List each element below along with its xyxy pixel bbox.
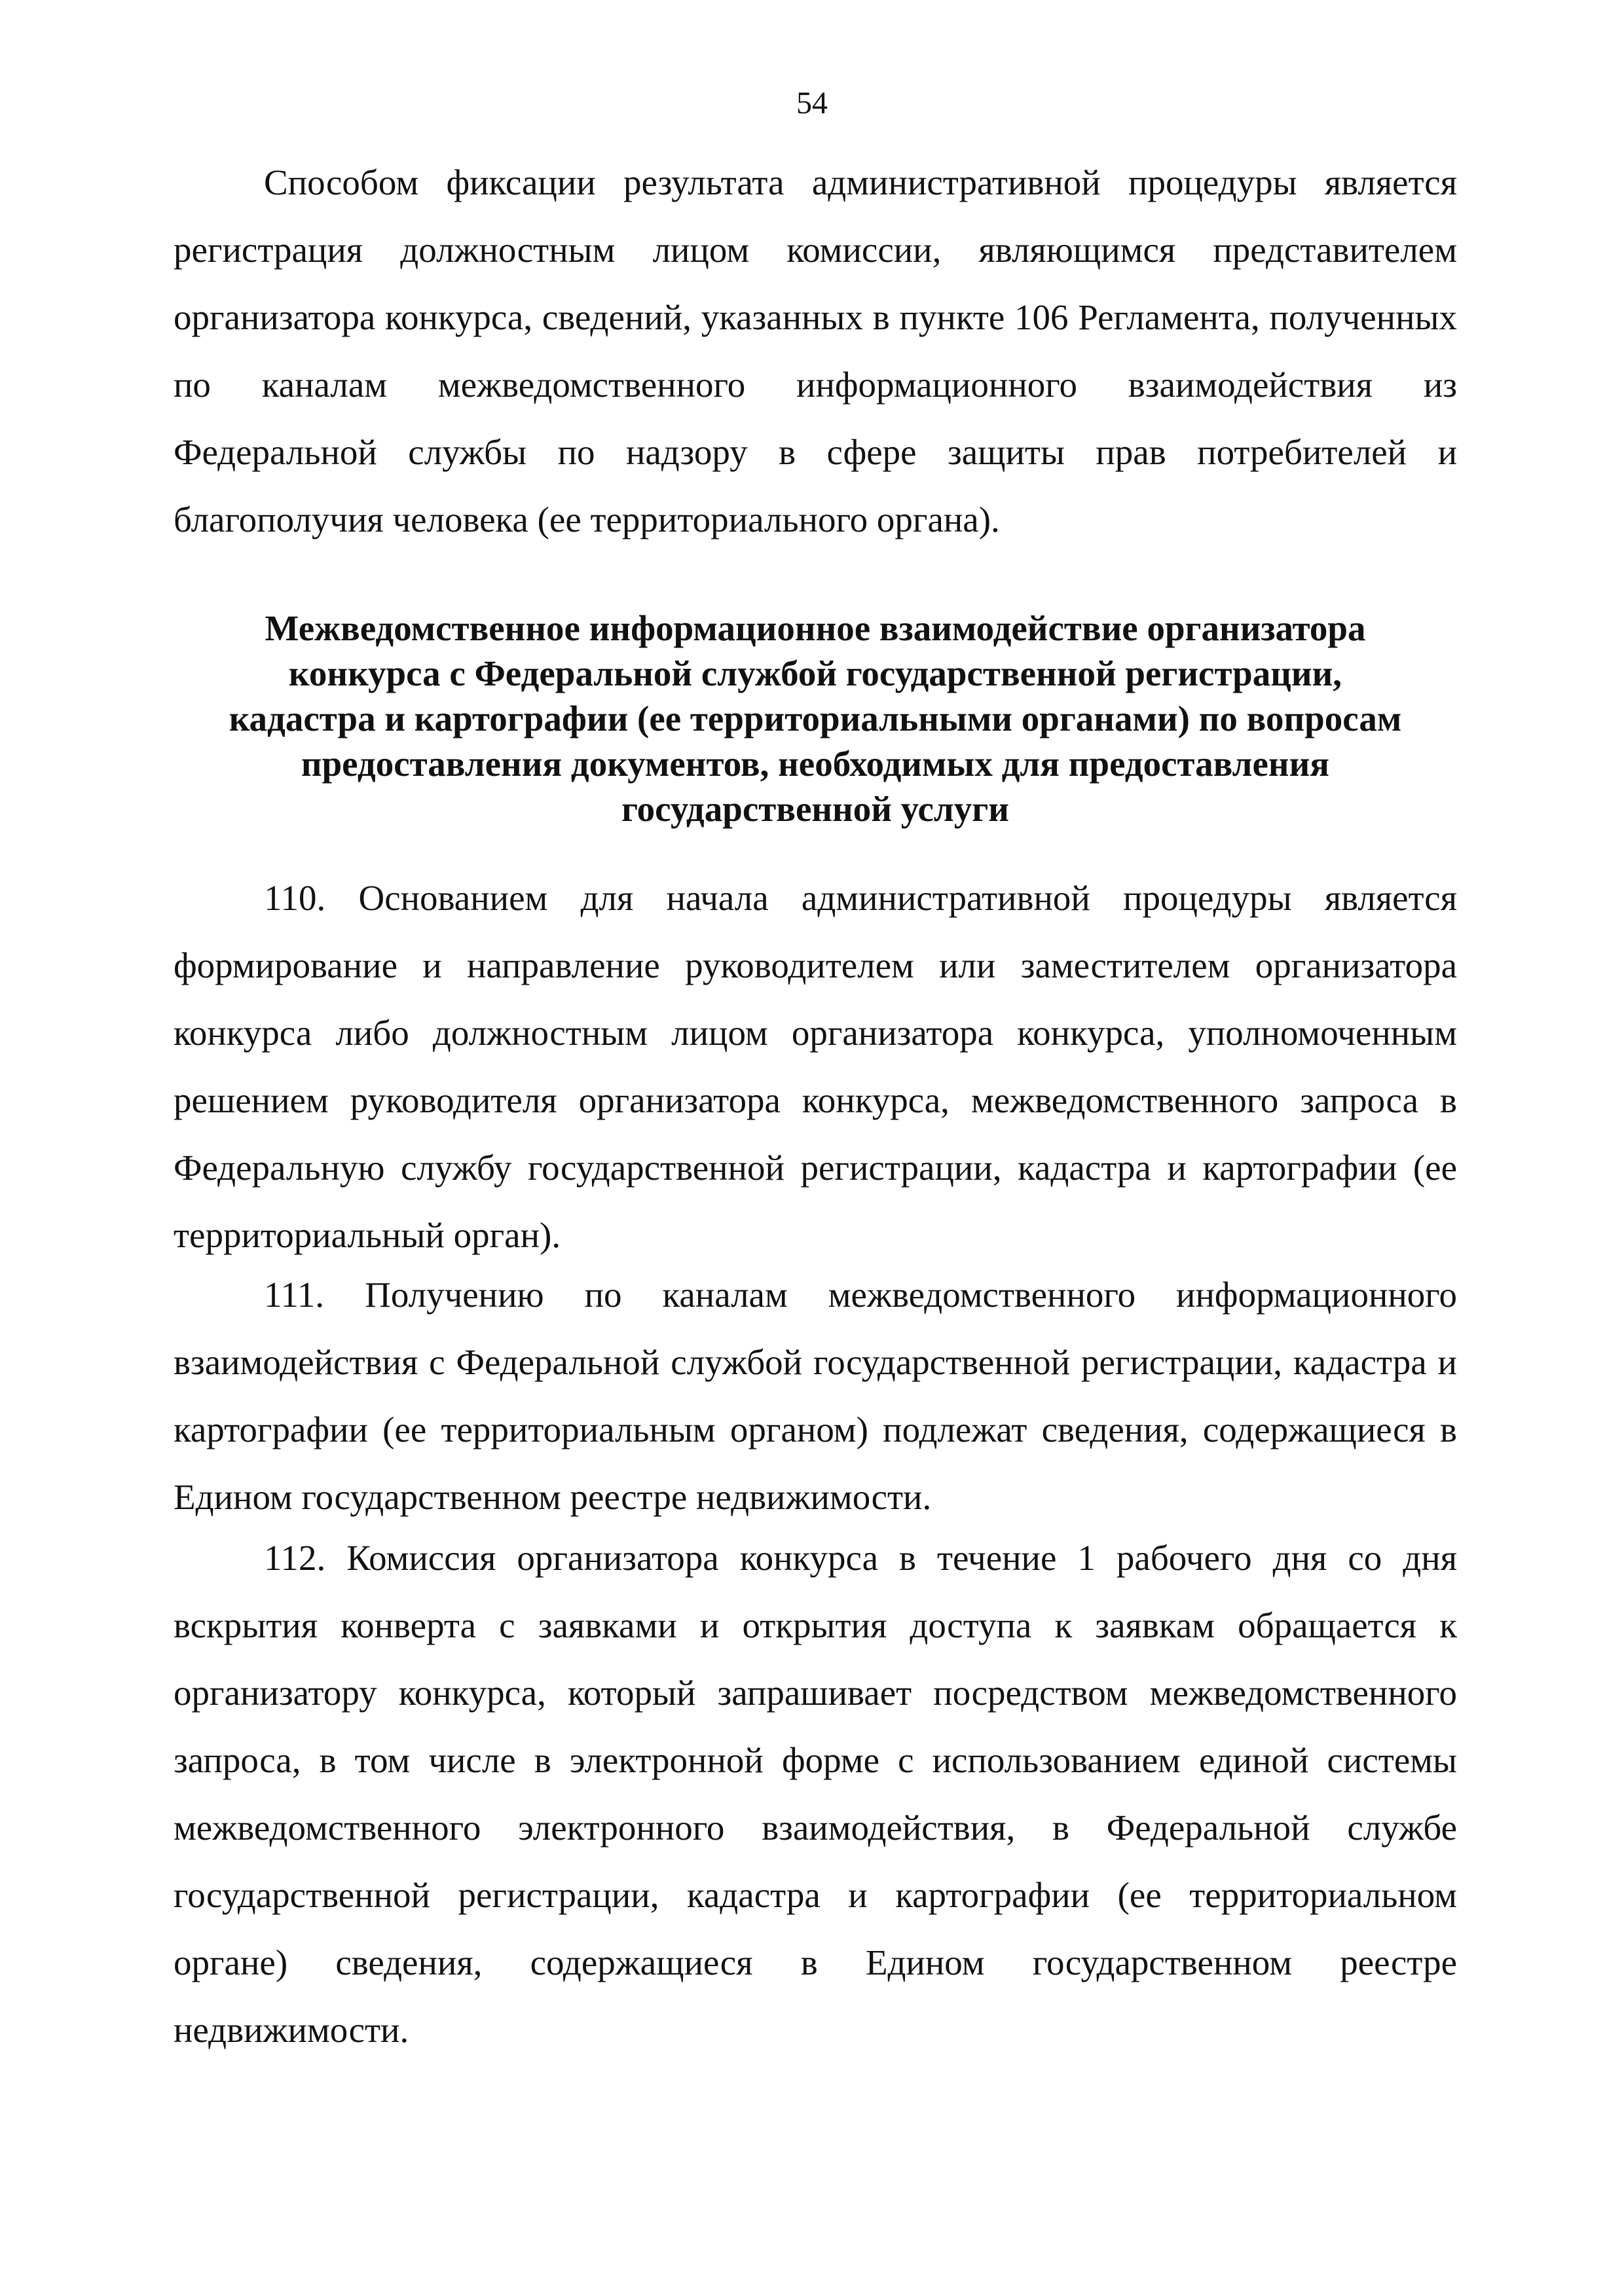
section-heading-line: предоставления документов, необходимых для предоставления [301, 744, 1330, 784]
paragraph-111: 111. Получению по каналам межведомственного информационного взаимодействия с Федеральной службой государственной регистрации, кадастра и картографии (ее территориальным органом) подлежат сведения, содержащиеся в Едином государственном реестре недвижимости. [174, 1275, 1457, 1517]
section-heading-line: Межведомственное информационное взаимодействие организатора [265, 608, 1366, 648]
intro-paragraph: Способом фиксации результата административной процедуры является регистрация должностным лицом комиссии, являющимся представителем организатора конкурса, сведений, указанных в пункте 106 Регламента, полученных по каналам межведомственного информационного взаимодействия из Федеральной службы по надзору в сфере защиты прав потребителей и благополучия человека (ее территориального органа). [174, 162, 1457, 539]
section-heading-line: конкурса с Федеральной службой государственной регистрации, [288, 653, 1342, 693]
section-heading-line: государственной услуги [621, 789, 1009, 829]
paragraph-112: 112. Комиссия организатора конкурса в течение 1 рабочего дня со дня вскрытия конверта с заявками и открытия доступа к заявкам обращается к организатору конкурса, который запрашивает посредством межведомственного запроса, в том числе в электронной форме с использованием единой системы межведомственного электронного взаимодействия, в Федеральной службе государственной регистрации, кадастра и картографии (ее территориальном органе) сведения, содержащиеся в Едином государственном реестре недвижимости. [174, 1538, 1457, 2050]
paragraph-110: 110. Основанием для начала административной процедуры является формирование и направление руководителем или заместителем организатора конкурса либо должностным лицом организатора конкурса, уполномоченным решением руководителя организатора конкурса, межведомственного запроса в Федеральную службу государственной регистрации, кадастра и картографии (ее территориальный орган). [174, 878, 1457, 1255]
section-heading [174, 606, 1457, 831]
page-number: 54 [796, 86, 828, 120]
section-heading-line: кадастра и картографии (ее территориальными органами) по вопросам [229, 699, 1402, 738]
